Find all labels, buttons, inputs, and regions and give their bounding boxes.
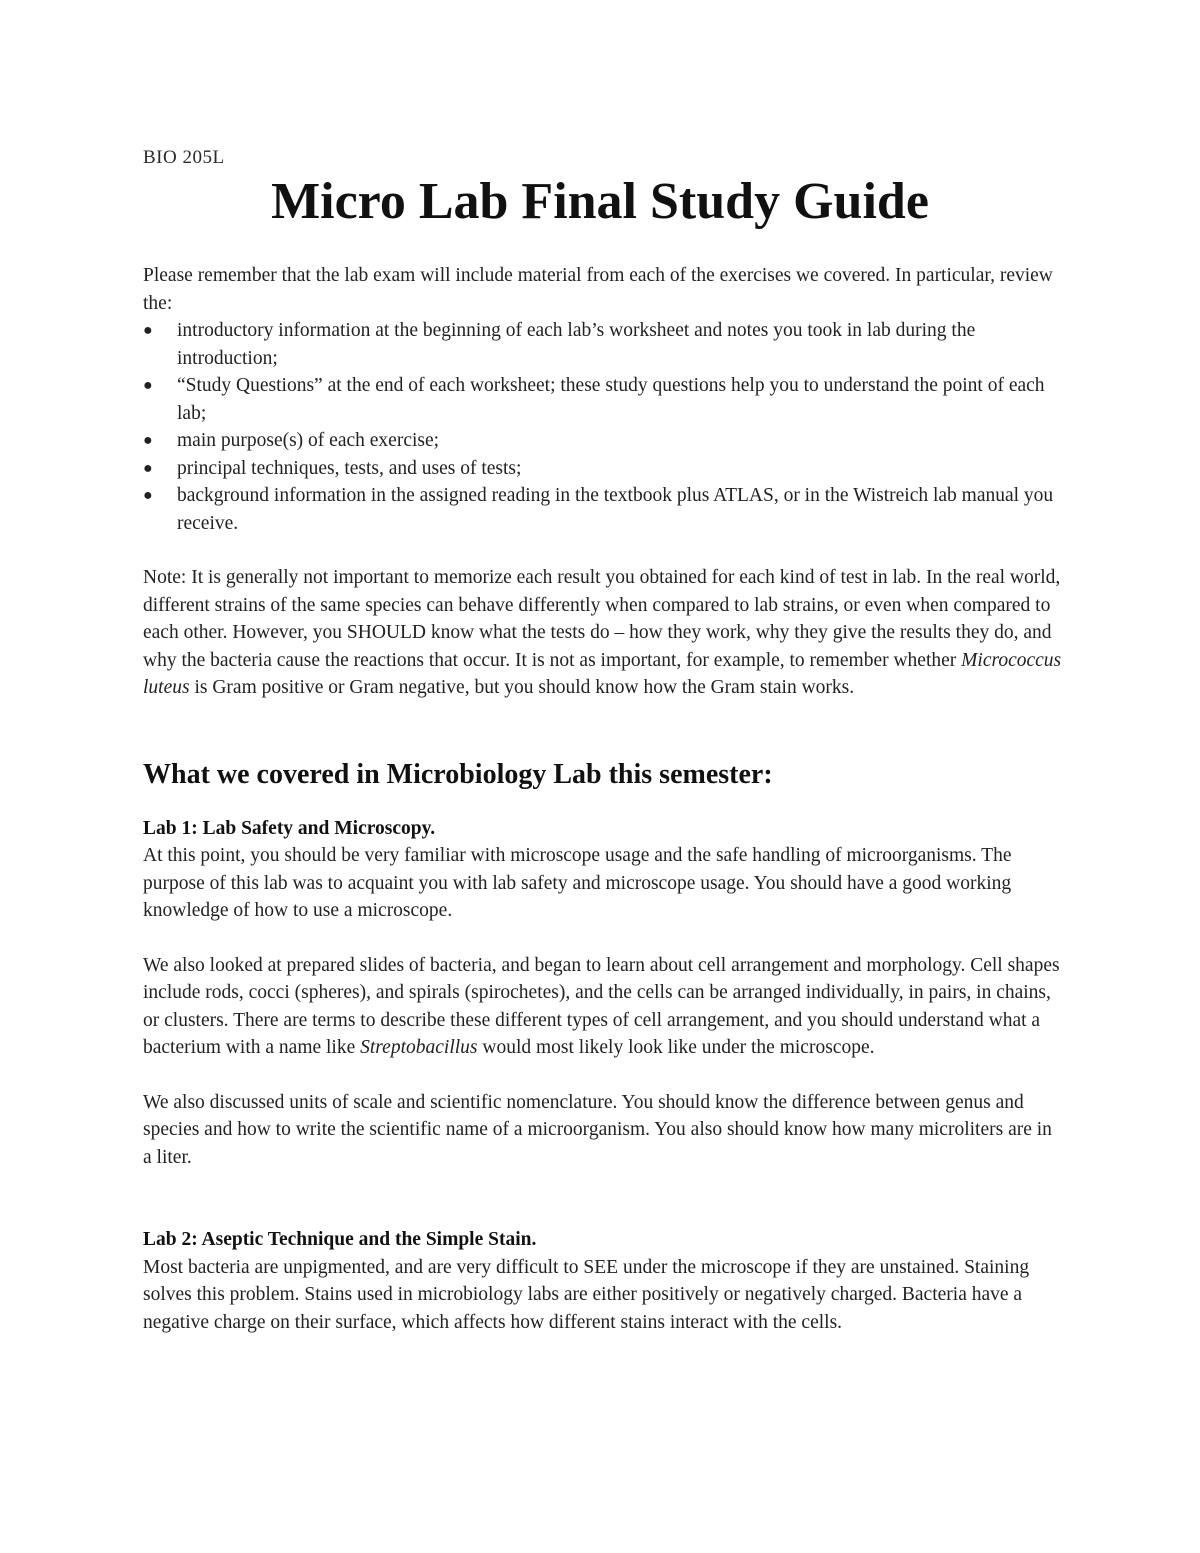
note-text: Note: It is generally not important to memorize each result you obtained for each kind of test in lab. In the real world, different strains of the same species can behave differently when compared to lab strains, or even when compared to each other. However, you SHOULD know what the tests do – how they work, why they give the results they do, and why the bacteria cause the reactions that occur. It is not as important, for example, to remember whether: [143, 567, 1061, 671]
bullet-icon: ●: [143, 487, 153, 504]
list-item-text: “Study Questions” at the end of each worksheet; these study questions help you to understand the point of each lab;: [177, 375, 1045, 424]
lab1-paragraph-3: We also discussed units of scale and scientific nomenclature. You should know the difference between genus and species and how to write the scientific name of a microorganism. You also should know how many microliters are in a liter.: [143, 1091, 1052, 1168]
lab1-paragraph-2: [143, 952, 1063, 1062]
bullet-icon: ●: [143, 322, 153, 339]
list-item-text: introductory information at the beginning of each lab’s worksheet and notes you took in lab during the introduction;: [177, 320, 976, 369]
list-item: [143, 317, 1063, 372]
page-title: Micro Lab Final Study Guide: [271, 173, 929, 230]
lab1-heading: Lab 1: Lab Safety and Microscopy.: [143, 817, 436, 839]
list-item: [143, 372, 1063, 427]
list-item: [143, 427, 1063, 455]
list-item: [143, 482, 1063, 537]
list-item-text: principal techniques, tests, and uses of tests;: [177, 457, 522, 479]
list-item-text: main purpose(s) of each exercise;: [177, 430, 440, 451]
lab1-paragraph-2-text: We also looked at prepared slides of bacteria, and began to learn about cell arrangement and morphology. Cell shapes include rods, cocci (spheres), and spirals (spirochetes), and the cells can be arranged individually, in pairs, in chains, or clusters. There are terms to describe these different types of cell arrangement, and you should understand what a bacterium with a name like: [143, 954, 1060, 1058]
species-name: Micrococcus luteus: [143, 649, 1062, 698]
section-heading: What we covered in Microbiology Lab this semester:: [143, 758, 773, 790]
list-item-text: background information in the assigned reading in the textbook plus ATLAS, or in the Wistreich lab manual you receive.: [177, 485, 1054, 534]
lab2-paragraph-1: Most bacteria are unpigmented, and are very difficult to SEE under the microscope if they are unstained. Staining solves this problem. Stains used in microbiology labs are either positively or negatively charged. Bacteria have a negative charge on their surface, which affects how different stains interact with the cells.: [143, 1256, 1030, 1333]
note-paragraph: [143, 564, 1063, 702]
document-body: [143, 262, 1063, 1363]
bullet-icon: ●: [143, 459, 153, 477]
bullet-icon: ●: [143, 377, 153, 394]
lab1-paragraph-1: At this point, you should be very familiar with microscope usage and the safe handling of microorganisms. The purpose of this lab was to acquaint you with lab safety and microscope usage. You should have a good working knowledge of how to use a microscope.: [143, 845, 1012, 921]
genus-name: Streptobacillus: [360, 1037, 478, 1058]
course-code: BIO 205L: [143, 147, 225, 168]
note-text-end: is Gram positive or Gram negative, but you should know how the Gram stain works.: [189, 677, 855, 698]
lab1-paragraph-2-end: would most likely look like under the microscope.: [477, 1037, 875, 1058]
intro-paragraph: Please remember that the lab exam will include material from each of the exercises we covered. In particular, review the:: [143, 265, 1053, 314]
list-item: [143, 455, 1063, 483]
review-list: [143, 317, 1063, 537]
bullet-icon: ●: [143, 432, 153, 449]
lab2-heading: Lab 2: Aseptic Technique and the Simple Stain.: [143, 1229, 537, 1250]
